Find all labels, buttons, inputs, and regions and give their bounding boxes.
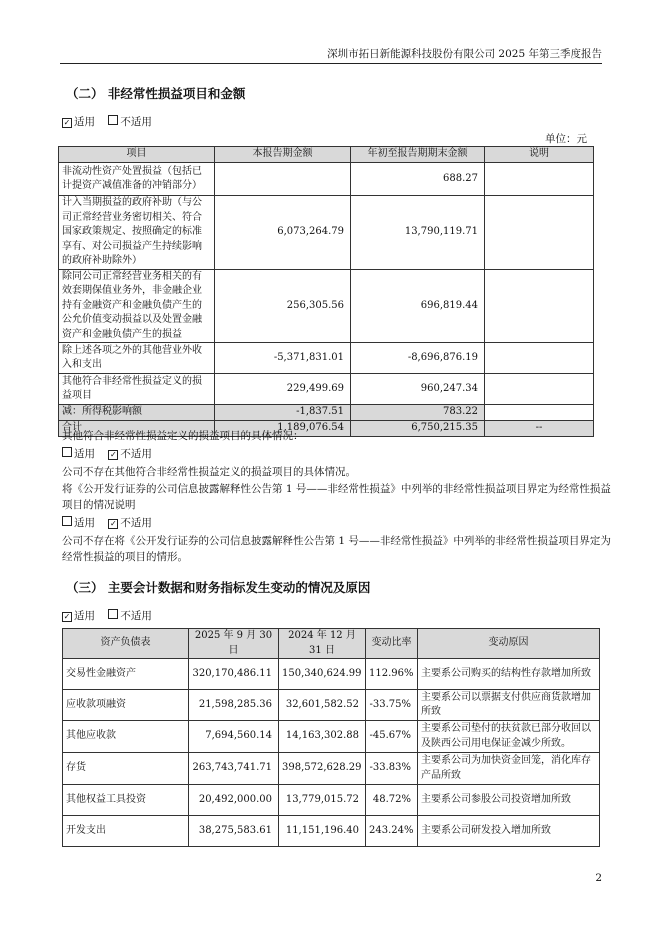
change-reason: 主要系公司垫付的扶贫款已部分收回以及陕西公司用电保证金减少所致。 [418,721,600,753]
change-reason: 主要系公司以票据支付供应商货款增加所致 [418,690,600,721]
option-label: 不适用 [120,448,152,460]
row-note [485,374,594,405]
applicable-options-3 [62,515,152,530]
column-header: 2025 年 9 月 30 日 [189,629,279,659]
ytd-amount: 696,819.44 [351,269,485,343]
ytd-amount: -8,696,876.19 [351,343,485,374]
value-2025: 7,694,560.14 [189,721,279,753]
checked-checkbox-icon: ✓ [109,519,117,528]
row-item: 交易性金融资产 [63,659,189,690]
column-header: 年初至报告期期末金额 [351,147,485,163]
column-header: 说明 [485,147,594,163]
row-note [485,196,594,270]
table-header-row [59,147,594,163]
paragraph-specific-items: 其他符合非经常性损益定义的损益项目的具体情况： [62,430,304,442]
change-ratio: 243.24% [366,816,418,847]
current-amount: 256,305.56 [215,269,351,343]
row-item: 存货 [63,753,189,785]
ytd-amount: 783.22 [351,405,485,421]
checked-checkbox-icon: ✓ [109,450,117,459]
row-item: 其他符合非经常性损益定义的损益项目 [59,374,215,405]
option-label: 适用 [74,610,95,622]
value-2024: 398,572,628.29 [279,753,366,785]
column-header: 项目 [59,147,215,163]
value-2024: 150,340,624.99 [279,659,366,690]
column-header: 变动原因 [418,629,600,659]
row-item: 减：所得税影响额 [59,405,215,421]
table-row [63,785,600,816]
row-item: 计入当期损益的政府补助（与公司正常经营业务密切相关、符合国家政策规定、按照确定的标准享有、对公司损益产生持续影响的政府补助除外） [59,196,215,270]
option-label: 不适用 [120,610,152,622]
row-note [485,343,594,374]
row-item: 非流动性资产处置损益（包括已计提资产减值准备的冲销部分） [59,163,215,196]
table-row [59,196,594,270]
value-2025: 20,492,000.00 [189,785,279,816]
row-note [485,163,594,196]
unit-label: 单位：元 [545,133,587,145]
table-row [63,659,600,690]
current-amount: 1,189,076.54 [215,421,351,437]
change-ratio: -33.83% [366,753,418,785]
checked-checkbox-icon: ✓ [63,118,71,127]
value-2024: 14,163,302.88 [279,721,366,753]
value-2024: 11,151,196.40 [279,816,366,847]
table-row [63,721,600,753]
applicable-options-2 [62,446,152,461]
table-row [63,753,600,785]
table-row [59,163,594,196]
change-reason: 主要系公司参股公司投资增加所致 [418,785,600,816]
applicable-options-1 [62,114,152,129]
value-2025: 263,743,741.71 [189,753,279,785]
paragraph-no-reclass-line2: 经常性损益的项目的情形。 [62,551,188,563]
report-header-title: 深圳市拓日新能源科技股份有限公司 2025 年第三季度报告 [327,48,602,60]
row-item: 合计 [59,421,215,437]
current-amount: -1,837.51 [215,405,351,421]
paragraph-no-items: 公司不存在其他符合非经常性损益定义的损益项目的具体情况。 [62,466,356,478]
change-ratio: -45.67% [366,721,418,753]
current-amount: 229,499.69 [215,374,351,405]
option-label: 适用 [74,116,95,128]
balance-sheet-changes-table [62,628,600,847]
ytd-amount: 13,790,119.71 [351,196,485,270]
checked-checkbox-icon: ✓ [63,612,71,621]
row-note: -- [485,421,594,437]
option-label: 不适用 [120,517,152,529]
value-2025: 320,170,486.11 [189,659,279,690]
column-header: 变动比率 [366,629,418,659]
applicable-options-4 [62,608,152,623]
current-amount: 6,073,264.79 [215,196,351,270]
ytd-amount: 960,247.34 [351,374,485,405]
table-row [63,816,600,847]
unchecked-checkbox-icon [62,447,72,457]
paragraph-classification-line1: 将《公开发行证券的公司信息披露解释性公告第 1 号——非经常性损益》中列举的非经常性损益项目界定为经常性损益 [62,483,611,495]
row-item: 除上述各项之外的其他营业外收入和支出 [59,343,215,374]
current-amount [215,163,351,196]
header-divider [60,63,602,64]
paragraph-no-reclass-line1: 公司不存在将《公开发行证券的公司信息披露解释性公告第 1 号——非经常性损益》中列举的非经常性损益项目界定为 [62,535,611,547]
row-item: 其他权益工具投资 [63,785,189,816]
table-row [63,690,600,721]
column-header: 2024 年 12 月 31 日 [279,629,366,659]
change-ratio: -33.75% [366,690,418,721]
change-reason: 主要系公司为加快资金回笼，消化库存产品所致 [418,753,600,785]
section-heading-nonrecurring: （二） 非经常性损益项目和金额 [66,86,246,101]
row-item: 除同公司正常经营业务相关的有效套期保值业务外，非金融企业持有金融资产和金融负债产生的公允价值变动损益以及处置金融资产和金融负债产生的损益 [59,269,215,343]
change-reason: 主要系公司购买的结构性存款增加所致 [418,659,600,690]
row-note [485,269,594,343]
unchecked-checkbox-icon [62,516,72,526]
value-2024: 32,601,582.52 [279,690,366,721]
page-number: 2 [595,872,602,884]
unchecked-checkbox-icon [108,609,118,619]
value-2025: 38,275,583.61 [189,816,279,847]
option-label: 适用 [74,517,95,529]
value-2025: 21,598,285.36 [189,690,279,721]
section-heading-changes: （三） 主要会计数据和财务指标发生变动的情况及原因 [66,580,371,595]
change-ratio: 48.72% [366,785,418,816]
table-row [59,374,594,405]
current-amount: -5,371,831.01 [215,343,351,374]
table-row [59,343,594,374]
nonrecurring-table [58,146,594,437]
column-header: 资产负债表 [63,629,189,659]
ytd-amount: 6,750,215.35 [351,421,485,437]
change-ratio: 112.96% [366,659,418,690]
row-item: 其他应收款 [63,721,189,753]
change-reason: 主要系公司研发投入增加所致 [418,816,600,847]
table-row [59,405,594,421]
table-header-row [63,629,600,659]
paragraph-classification-line2: 项目的情况说明 [62,499,136,511]
ytd-amount: 688.27 [351,163,485,196]
row-item: 开发支出 [63,816,189,847]
table-row [59,269,594,343]
row-item: 应收款项融资 [63,690,189,721]
value-2024: 13,779,015.72 [279,785,366,816]
option-label: 适用 [74,448,95,460]
column-header: 本报告期金额 [215,147,351,163]
row-note [485,405,594,421]
unchecked-checkbox-icon [108,115,118,125]
option-label: 不适用 [120,116,152,128]
